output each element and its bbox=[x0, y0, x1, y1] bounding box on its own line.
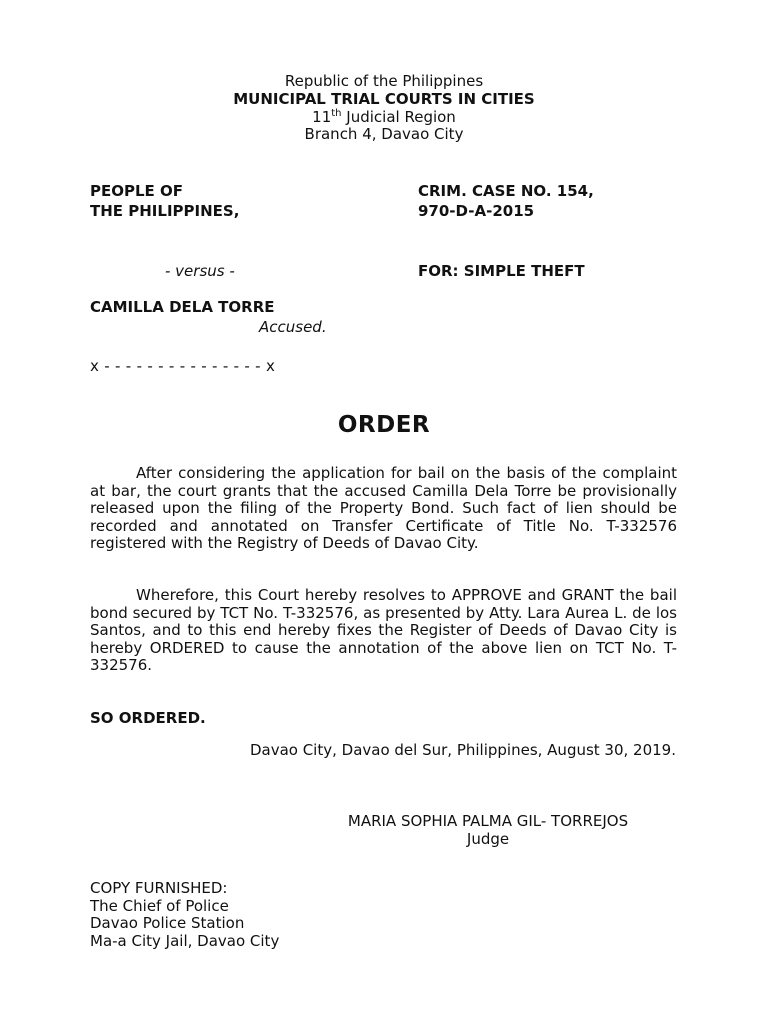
judge-name: MARIA SOPHIA PALMA GIL- TORREJOS bbox=[347, 812, 629, 830]
recipient-item: The Chief of Police bbox=[90, 896, 229, 915]
date-place: Davao City, Davao del Sur, Philippines, August 30, 2019. bbox=[249, 741, 676, 759]
so-ordered: SO ORDERED. bbox=[90, 709, 206, 727]
header-branch: Branch 4, Davao City bbox=[304, 125, 464, 143]
plaintiff-line-1: PEOPLE OF bbox=[90, 182, 184, 200]
accused-label: Accused. bbox=[259, 318, 327, 336]
case-number-line-1: CRIM. CASE NO. 154, bbox=[418, 182, 594, 200]
body-paragraph-2 bbox=[90, 587, 677, 675]
copy-furnished-label: COPY FURNISHED: bbox=[90, 879, 228, 897]
charge-label: FOR: SIMPLE THEFT bbox=[418, 262, 585, 280]
region-ordinal-suffix: th bbox=[331, 108, 342, 119]
header-court-name: MUNICIPAL TRIAL COURTS IN CITIES bbox=[233, 90, 535, 108]
recipient-item: Davao Police Station bbox=[90, 914, 245, 932]
header-judicial-region bbox=[0, 108, 768, 126]
body-paragraph-1 bbox=[90, 465, 677, 553]
judge-title: Judge bbox=[466, 830, 510, 848]
accused-name: CAMILLA DELA TORRE bbox=[90, 298, 275, 316]
region-number: 11 bbox=[312, 108, 332, 126]
plaintiff-line-2: THE PHILIPPINES, bbox=[90, 202, 240, 220]
paragraph-2-text: Wherefore, this Court hereby resolves to APPROVE and GRANT the bail bond secured by TCT No. T-332576, as presented by Atty. Lara Aurea L. de los Santos, and to this end hereby fixes the Register of Deeds of Davao City is hereby ORDERED to cause the annotation of the above lien on TCT No. T-332576. bbox=[90, 586, 677, 674]
case-number-line-2: 970-D-A-2015 bbox=[418, 202, 535, 220]
document-title: ORDER bbox=[337, 412, 431, 438]
header-republic: Republic of the Philippines bbox=[284, 72, 484, 90]
caption-separator: x - - - - - - - - - - - - - - - x bbox=[90, 357, 276, 375]
recipient-item: Ma-a City Jail, Davao City bbox=[90, 931, 280, 950]
region-label: Judicial Region bbox=[341, 108, 456, 126]
copy-furnished-block bbox=[90, 880, 279, 950]
versus-label: - versus - bbox=[165, 262, 235, 280]
paragraph-1-text: After considering the application for bail on the basis of the complaint at bar, the court grants that the accused Camilla Dela Torre be provisionally released upon the filing of the Property Bond. Such fact of lien should be recorded and annotated on Transfer Certificate of Title No. T-332576 registered with the Registry of Deeds of Davao City. bbox=[90, 464, 677, 552]
